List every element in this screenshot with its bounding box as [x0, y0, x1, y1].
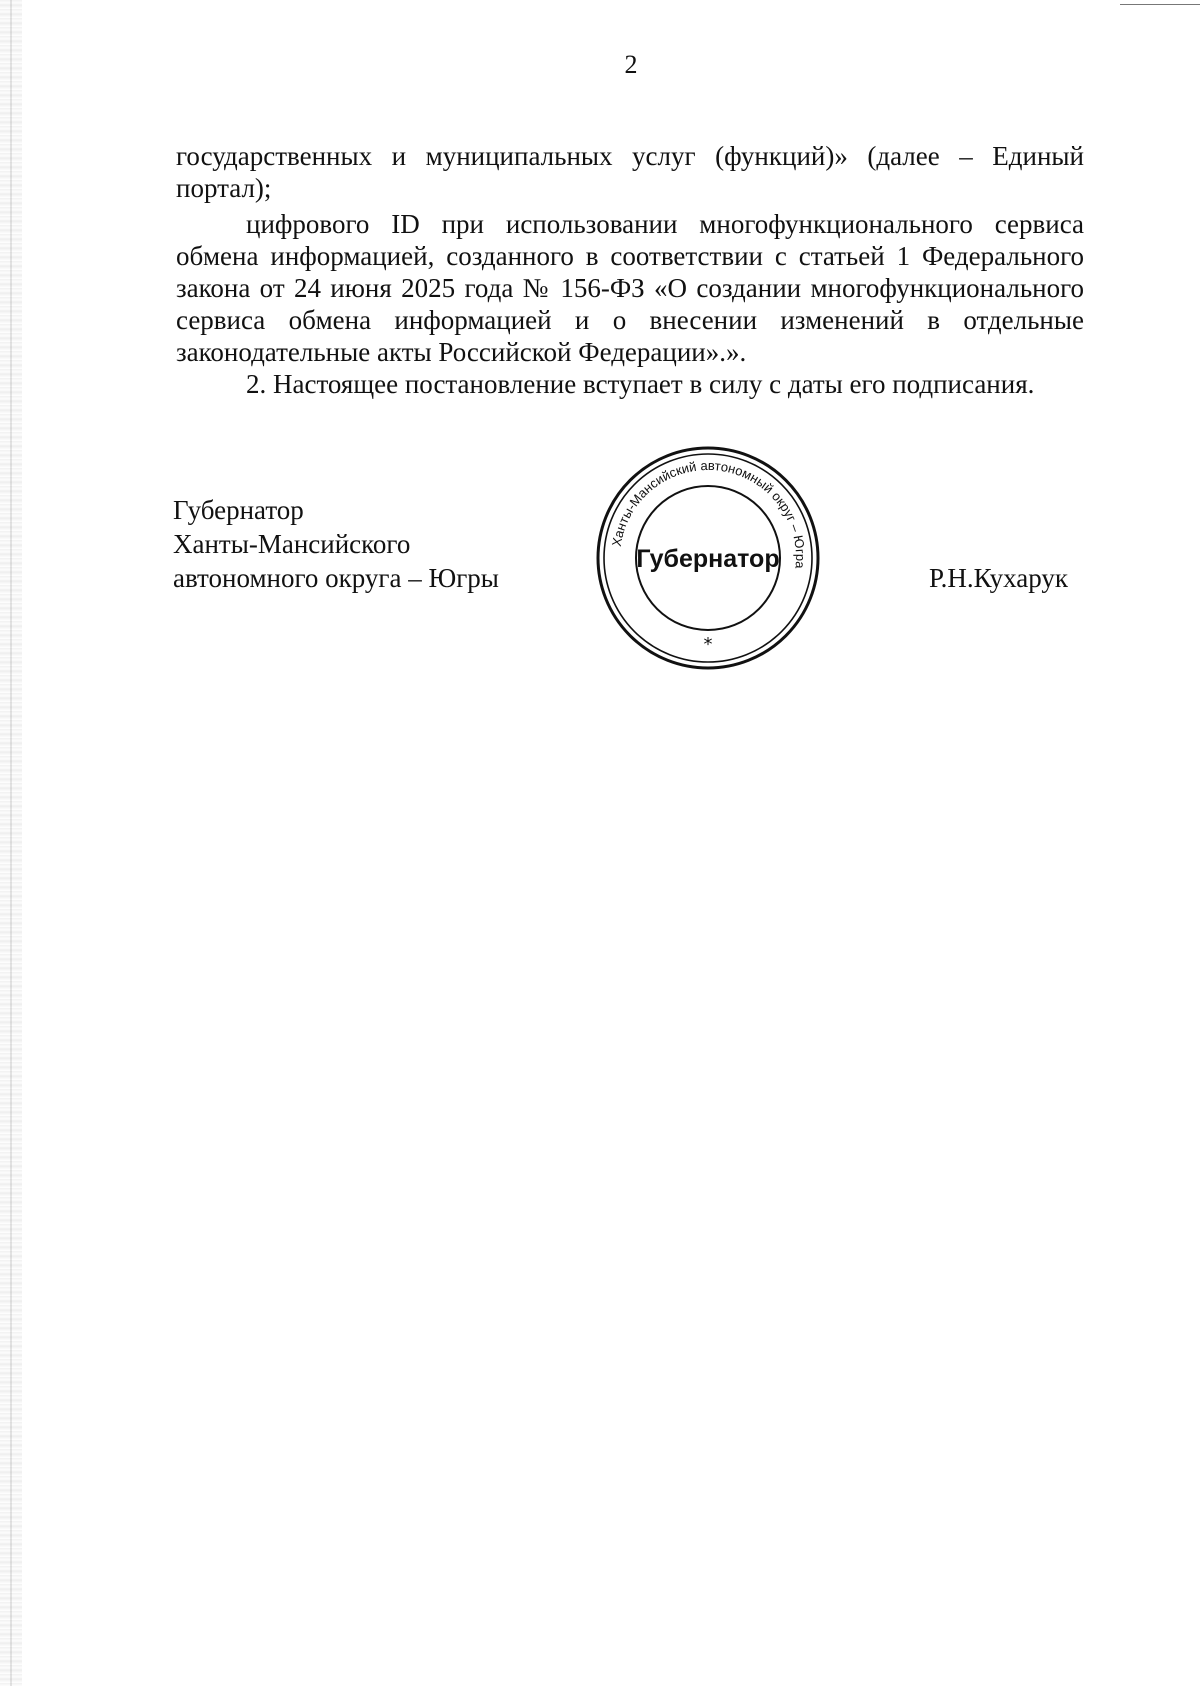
- paragraph-effective-date: 2. Настоящее постановление вступает в силу с даты его подписания.: [246, 369, 1035, 399]
- signatory-name: Р.Н.Кухарук: [929, 563, 1069, 593]
- seal-center-text: Губернатор: [636, 545, 780, 573]
- seal-ring-text: Ханты-Мансийский автономный округ – Югра: [608, 457, 809, 570]
- scan-line-artifact: [1120, 4, 1200, 5]
- signatory-title-line: автономного округа – Югры: [173, 563, 499, 593]
- page-number: 2: [624, 50, 638, 79]
- seal-star-icon: *: [703, 634, 713, 655]
- paragraph-continuation: государственных и муниципальных услуг (функций)» (далее – Единый портал);: [176, 141, 1084, 203]
- document-body: [176, 140, 1084, 400]
- paragraph-digital-id: цифрового ID при использовании многофункционального сервиса обмена информацией, созданного в соответствии с статьей 1 Федерального закона от 24 июня 2025 года № 156-ФЗ «О создании многофункционального сервиса обмена информацией и о внесении изменений в отдельные законодательные акты Российской Федерации».».: [176, 209, 1084, 367]
- signatory-title: [173, 493, 499, 595]
- signatory-title-line: Губернатор: [173, 495, 304, 525]
- signatory-title-line: Ханты-Мансийского: [173, 529, 411, 559]
- scan-edge-artifact: [0, 0, 22, 1686]
- official-seal-stamp: [593, 443, 823, 673]
